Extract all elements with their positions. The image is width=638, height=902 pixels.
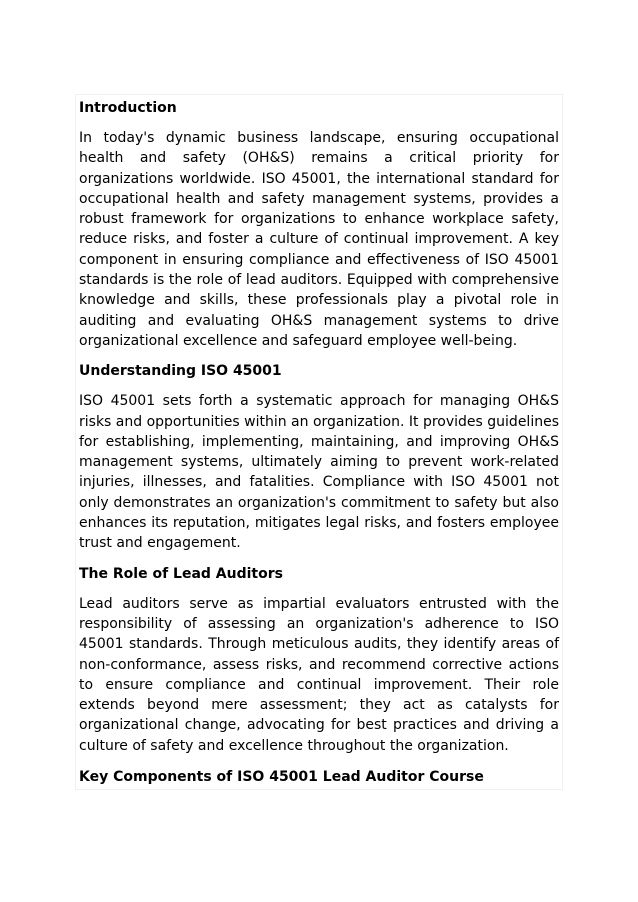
document-body: [75, 94, 563, 790]
section-heading-understanding-iso-45001: Understanding ISO 45001: [79, 363, 282, 380]
section-paragraph-introduction: In today's dynamic business landscape, ensuring occupational health and safety (OH&S) remains a critical priority for organizations worldwide. ISO 45001, the international standard for occupational health and safety management systems, provides a robust framework for organizations to enhance workplace safety, reduce risks, and foster a culture of continual improvement. A key component in ensuring compliance and effectiveness of ISO 45001 standards is the role of lead auditors. Equipped with comprehensive knowledge and skills, these professionals play a pivotal role in auditing and evaluating OH&S management systems to drive organizational excellence and safeguard employee well-being.: [79, 130, 559, 349]
section-heading-key-components: Key Components of ISO 45001 Lead Auditor Course: [79, 769, 484, 786]
section-paragraph-role-of-lead-auditors: Lead auditors serve as impartial evaluators entrusted with the responsibility of assessing an organization's adherence to ISO 45001 standards. Through meticulous audits, they identify areas of non-conformance, assess risks, and recommend corrective actions to ensure compliance and continual improvement. Their role extends beyond mere assessment; they act as catalysts for organizational change, advocating for best practices and driving a culture of safety and excellence throughout the organization.: [79, 595, 559, 754]
section-heading-role-of-lead-auditors: The Role of Lead Auditors: [79, 565, 283, 582]
section-heading-introduction: Introduction: [79, 100, 177, 116]
section-paragraph-understanding-iso-45001: ISO 45001 sets forth a systematic approach for managing OH&S risks and opportunities within an organization. It provides guidelines for establishing, implementing, maintaining, and improving OH&S management systems, ultimately aiming to prevent work-related injuries, illnesses, and fatalities. Compliance with ISO 45001 not only demonstrates an organization's commitment to safety but also enhances its reputation, mitigates legal risks, and fosters employee trust and engagement.: [79, 393, 559, 552]
